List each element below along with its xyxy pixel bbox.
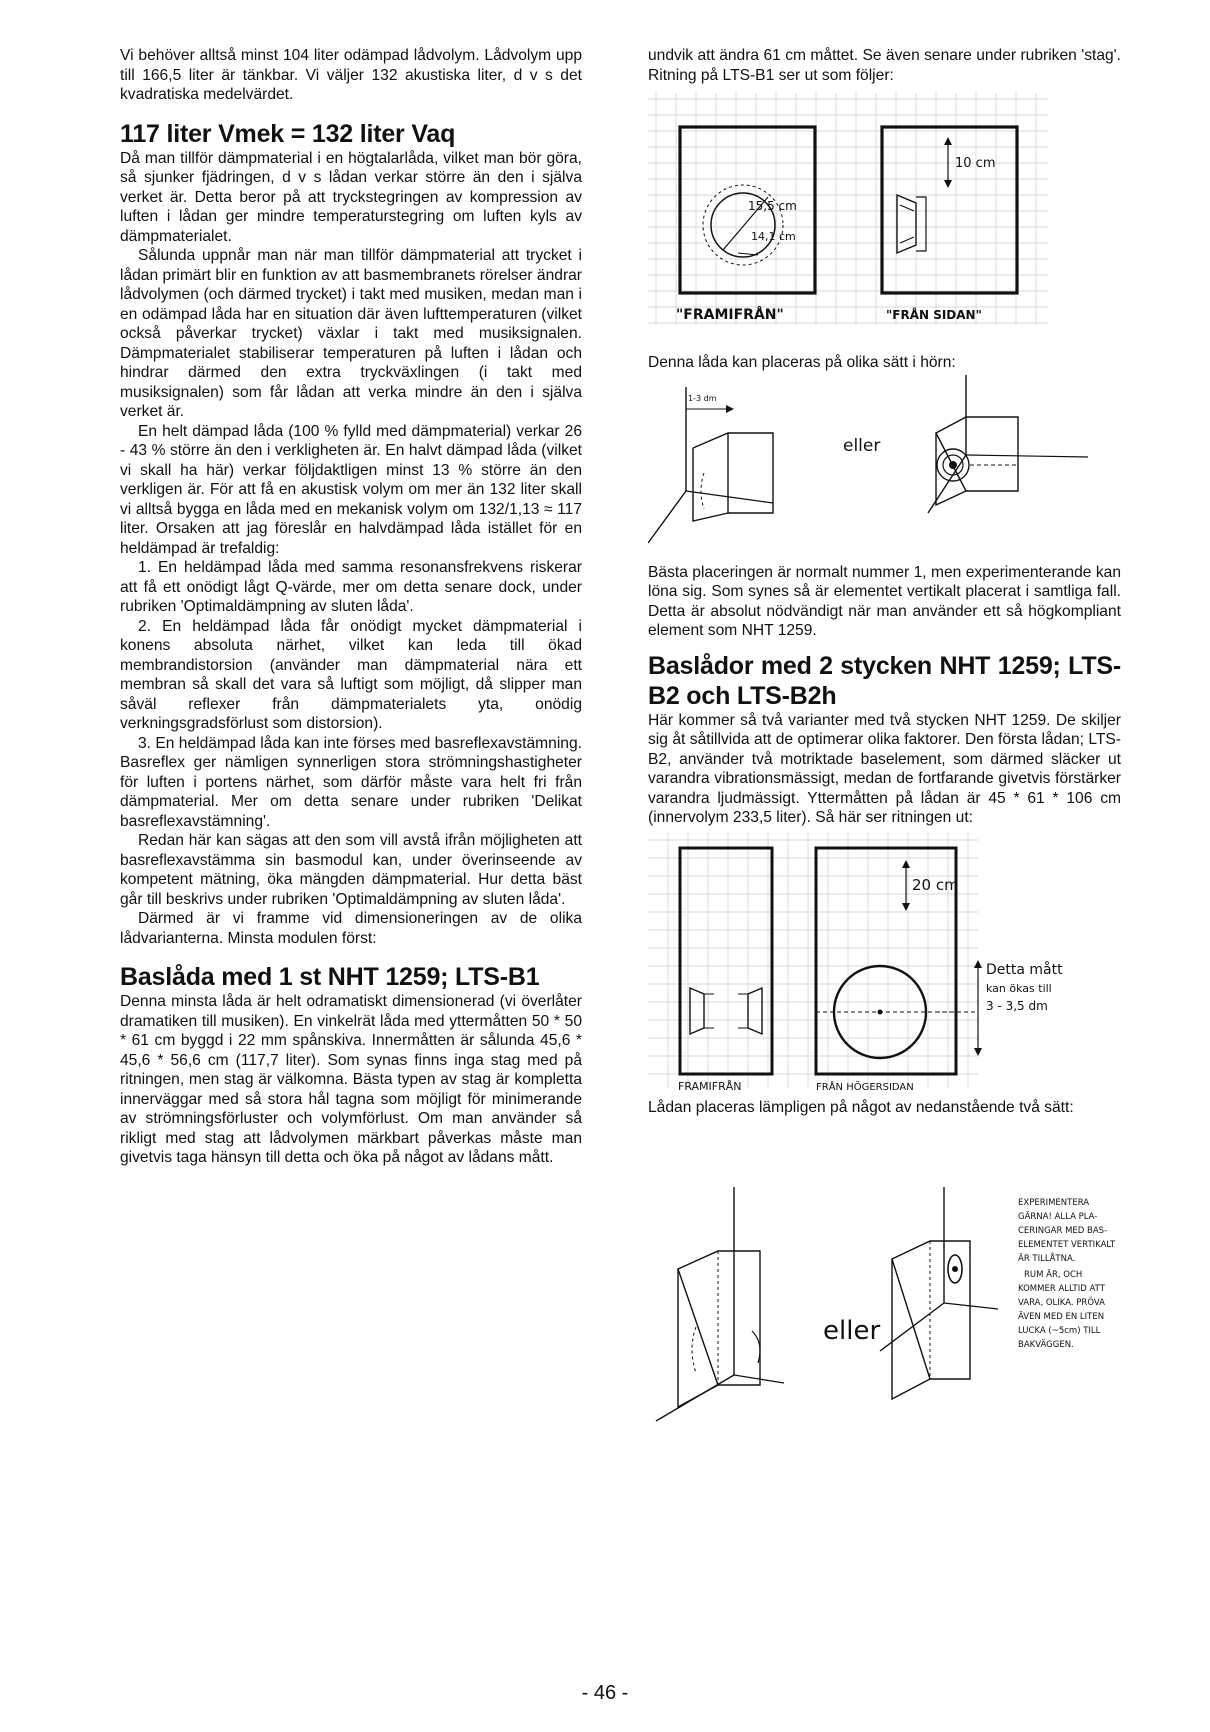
left-column xyxy=(120,46,582,1168)
lts-b2-drawing xyxy=(648,828,1121,1098)
dim-label-top: 20 cm xyxy=(912,875,959,894)
note-line: EXPERIMENTERA xyxy=(1018,1198,1090,1208)
paragraph: Då man tillför dämpmaterial i en högtalarlåda, vilket man bör göra, så sjunker fjädringen, d v s lådan verkar större än den i själva verket är. Detta beror på att tryckstegringen av kompression av luften i lådan ger mindre temperaturstegring om luften kyls av dämpmaterialet. xyxy=(120,149,582,245)
dim-label-top: 10 cm xyxy=(955,156,996,171)
note-line: RUM ÄR, OCH xyxy=(1024,1270,1083,1280)
figure-caption: Lådan placeras lämpligen på något av nedanstående två sätt: xyxy=(648,1098,1074,1116)
dim-label-b: 14,1 cm xyxy=(751,230,796,243)
paragraph: Bästa placeringen är normalt nummer 1, men experimenterande kan löna sig. Som synes så är elementet vertikalt placerat i samtliga fall. Detta är absolut nödvändigt när man använder ett så högkompliant element som NHT 1259. xyxy=(648,563,1121,639)
paragraph: 2. En heldämpad låda får onödigt mycket dämpmaterial i konens absoluta närhet, vilket kan leda till ökad membrandistorsion (använder man dämpmaterial nära ett membran så skall det vara så luftigt som möjligt, då slipper man såväl reflexer från dämpmaterialets yta, onödig verkningsgradsförlust som distorsion). xyxy=(120,617,582,732)
note-line: GÄRNA! ALLA PLA- xyxy=(1018,1212,1098,1222)
paragraph: Därmed är vi framme vid dimensioneringen av de olika lådvarianterna. Minsta modulen först: xyxy=(120,910,582,947)
note-line: ELEMENTET VERTIKALT xyxy=(1018,1240,1116,1250)
paragraph: Sålunda uppnår man när man tillför dämpmaterial att trycket i lådan primärt blir en funktion av att basmembranets rörelser ändrar lådvolymen (och därmed trycket) i takt med musiken, medan man i en odämpad låda har en situation där även lufttemperaturen (vilket också påverkar trycket) växlar i takt med musiksignalen. Dämpmaterialet stabiliserar temperaturen på luften i lådan och hindrar därmed den extra tryckväxlingen (i takt med musiksignalen) som får lådan att verka mindre än den i själva verket är. xyxy=(120,247,582,420)
front-view-label: FRAMIFRÅN xyxy=(678,1079,742,1093)
paragraph: En helt dämpad låda (100 % fylld med dämpmaterial) verkar 26 - 43 % större än den i verkligheten är. En halvt dämpad låda (vilket vi skall ha här) verkar följdaktligen minst 13 % större än den verkligen är. För att få en akustisk volym om mer än 132 liter skall vi alltså bygga en låda med en mekanisk volym om 132/1,13 ≈ 117 liter. Orsaken att jag föreslår en halvdämpad låda istället för en heldämpad är trefaldig: xyxy=(120,422,582,557)
or-label: eller xyxy=(843,435,881,456)
note-line-1: Detta mått xyxy=(986,961,1063,978)
right-column xyxy=(648,46,1121,1427)
paragraph: 3. En heldämpad låda kan inte förses med basreflexavstämning. Basreflex ger nämligen synnerligen stora strömningshastigheter för luften i portens närhet, som därför måste vara helt fri från dämpmaterial. Mer om detta senare under rubriken 'Delikat basreflexavstämning'. xyxy=(120,734,582,830)
paragraph: Redan här kan sägas att den som vill avstå ifrån möjligheten att basreflexavstämma sin basmodul kan, under överinseende av kompetent mätning, öka mängden dämpmaterial. Hur detta bäst går till beskrivs under rubriken 'Optimaldämpning av sluten låda'. xyxy=(120,832,582,908)
or-label: eller xyxy=(823,1316,881,1346)
lts-b1-drawing xyxy=(648,85,1088,353)
paragraph: Denna minsta låda är helt odramatiskt dimensionerad (vi överlåter dramatiken till musiken). En vinkelrät låda med yttermåtten 50 * 50 * 61 cm byggd i 22 mm spånskiva. Innermåtten är sålunda 45,6 * 45,6 * 56,6 cm (117,7 liter). Som synas finns inga stag med på ritningen, men stag är välkomna. Bästa typen av stag är kompletta innerväggar med så stora hål tagna som möjligt för minimerande av strömningsförluster och volymförlust. Om man använder så rikligt med stag att lådvolymen märkbart påverkas måste man givetvis taga hänsyn till detta och öka på något av lådans mått. xyxy=(120,993,582,1166)
note-line-3: 3 - 3,5 dm xyxy=(986,998,1048,1013)
intro-paragraph: Vi behöver alltså minst 104 liter odämpad lådvolym. Lådvolym upp till 166,5 liter är tänkbar. Vi väljer 132 akustiska liter, d v s det kvadratiska medelvärdet. xyxy=(120,47,582,103)
note-line: VARA, OLIKA. PRÖVA xyxy=(1018,1298,1105,1308)
handwritten-note xyxy=(1018,1198,1118,1350)
note-line: BAKVÄGGEN. xyxy=(1018,1340,1074,1350)
lts-b2-placement-drawing xyxy=(648,1117,1121,1427)
figure-caption: Denna låda kan placeras på olika sätt i hörn: xyxy=(648,354,956,371)
note-line: CERINGAR MED BAS- xyxy=(1018,1226,1108,1236)
side-view-label: "FRÅN SIDAN" xyxy=(886,308,982,322)
note-line: ÄVEN MED EN LITEN xyxy=(1018,1312,1105,1322)
side-view-label: FRÅN HÖGERSIDAN xyxy=(816,1081,914,1093)
heading-volume: 117 liter Vmek = 132 liter Vaq xyxy=(120,119,456,148)
note-line: LUCKA (~5cm) TILL xyxy=(1018,1326,1101,1336)
paragraph: Här kommer så två varianter med två stycken NHT 1259. De skiljer sig åt såtillvida att de optimerar olika faktorer. Den första lådan; LTS-B2, använder två motriktade baselement, som därmed släcker ut varandra vibrationsmässigt, medan de fortfarande givetvis förstärker varandra ljudmässigt. Yttermåtten på lådan är 45 * 61 * 106 cm (innervolym 233,5 liter). Så här ser ritningen ut: xyxy=(648,711,1121,826)
heading-lts-b1: Baslåda med 1 st NHT 1259; LTS-B1 xyxy=(120,963,540,991)
dim-label-a: 15,5 cm xyxy=(748,199,797,213)
paragraph: 1. En heldämpad låda med samma resonansfrekvens riskerar att få ett onödigt lågt Q-värde, mer om detta senare dock, under rubriken 'Optimaldämpning av sluten låda'. xyxy=(120,559,582,615)
paragraph: undvik att ändra 61 cm måttet. Se även senare under rubriken 'stag'. Ritning på LTS-B1 ser ut som följer: xyxy=(648,47,1121,84)
note-line: ÄR TILLÅTNA. xyxy=(1018,1254,1076,1264)
note-line: KOMMER ALLTID ATT xyxy=(1018,1284,1105,1294)
note-line-2: kan ökas till xyxy=(986,981,1052,995)
front-view-label: "FRAMIFRÅN" xyxy=(676,307,784,323)
distance-label: 1-3 dm xyxy=(688,393,717,403)
corner-placement-drawing xyxy=(648,373,1088,563)
page-number: - 46 - xyxy=(581,1682,629,1704)
heading-lts-b2: Baslådor med 2 stycken NHT 1259; LTS-B2 och LTS-B2h xyxy=(648,651,1121,710)
